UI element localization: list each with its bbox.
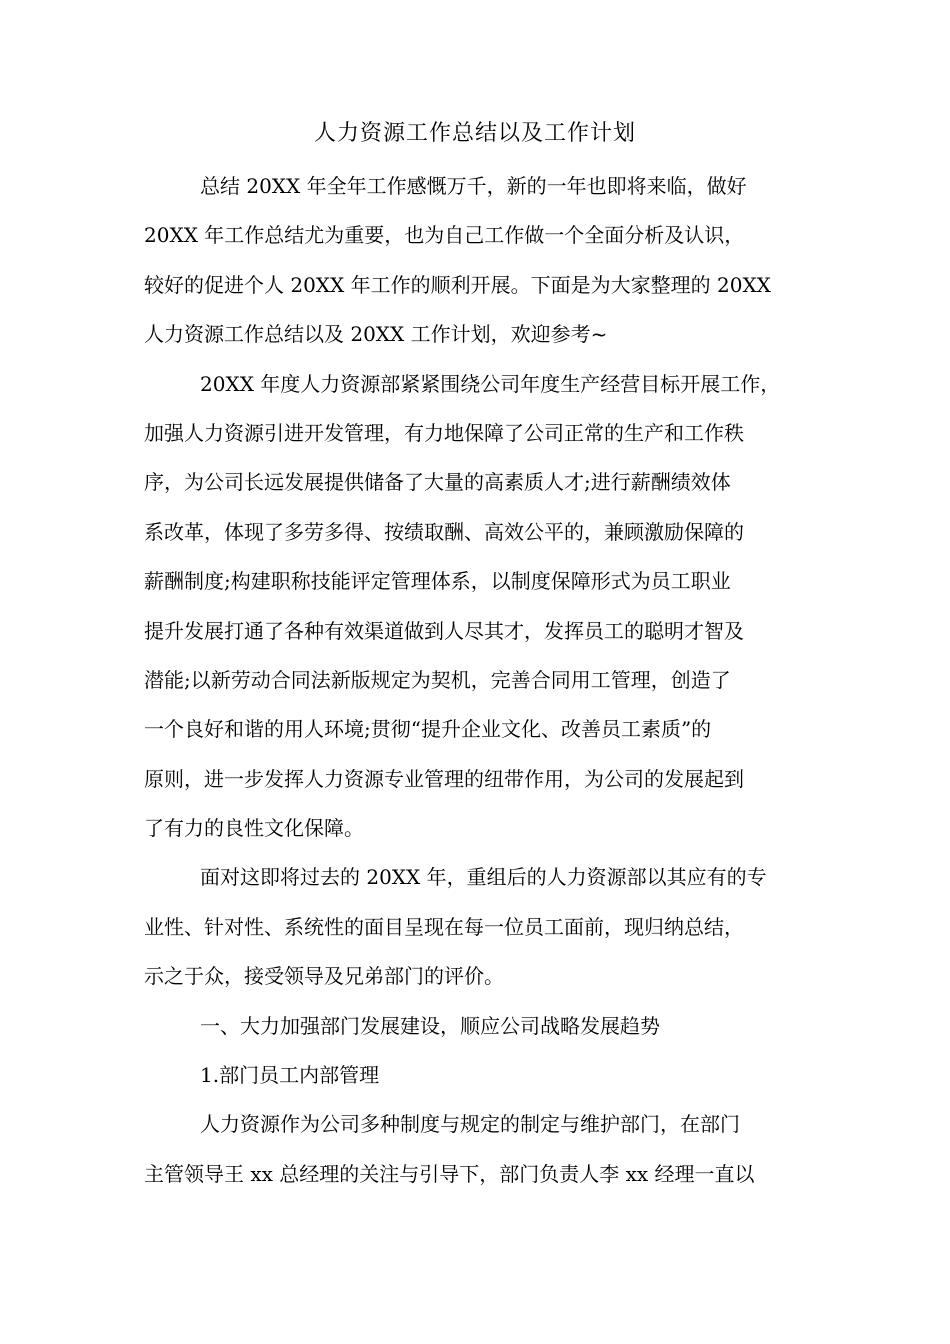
text-line: 薪酬制度;构建职称技能评定管理体系，以制度保障形式为员工职业 <box>144 569 731 594</box>
text-line: 人力资源工作总结以及 20XX 工作计划，欢迎参考~ <box>144 322 608 347</box>
text-line: 原则，进一步发挥人力资源专业管理的纽带作用，为公司的发展起到 <box>144 766 744 791</box>
text-line: 1.部门员工内部管理 <box>200 1063 380 1088</box>
text-line: 较好的促进个人 20XX 年工作的顺利开展。下面是为大家整理的 20XX <box>144 272 771 297</box>
text-line: 提升发展打通了各种有效渠道做到人尽其才，发挥员工的聪明才智及 <box>144 618 744 643</box>
text-line: 了有力的良性文化保障。 <box>144 816 364 841</box>
text-line: 主管领导王 xx 总经理的关注与引导下，部门负责人李 xx 经理一直以 <box>144 1161 755 1186</box>
text-line: 系改革，体现了多劳多得、按绩取酬、高效公平的，兼顾激励保障的 <box>144 519 744 544</box>
text-line: 一个良好和谐的用人环境;贯彻“提升企业文化、改善员工素质”的 <box>144 717 712 742</box>
text-line: 一、大力加强部门发展建设，顺应公司战略发展趋势 <box>200 1013 660 1038</box>
text-line: 序，为公司长远发展提供储备了大量的高素质人才;进行薪酬绩效体 <box>144 470 731 495</box>
text-line: 业性、针对性、系统性的面目呈现在每一位员工面前，现归纳总结， <box>144 914 744 939</box>
text-line: 20XX 年工作总结尤为重要，也为自己工作做一个全面分析及认识， <box>144 223 745 248</box>
text-line: 示之于众，接受领导及兄弟部门的评价。 <box>144 964 504 989</box>
text-line: 加强人力资源引进开发管理，有力地保障了公司正常的生产和工作秩 <box>144 420 744 445</box>
text-line: 人力资源作为公司多种制度与规定的制定与维护部门，在部门 <box>200 1112 740 1137</box>
document-body <box>144 166 814 1203</box>
text-line: 潜能;以新劳动合同法新版规定为契机，完善合同用工管理，创造了 <box>144 667 731 692</box>
text-line: 20XX 年度人力资源部紧紧围绕公司年度生产经营目标开展工作， <box>200 371 781 396</box>
text-line: 总结 20XX 年全年工作感慨万千，新的一年也即将来临，做好 <box>200 174 747 198</box>
text-line: 面对这即将过去的 20XX 年，重组后的人力资源部以其应有的专 <box>200 865 767 890</box>
document-title: 人力资源工作总结以及工作计划 <box>313 121 636 146</box>
